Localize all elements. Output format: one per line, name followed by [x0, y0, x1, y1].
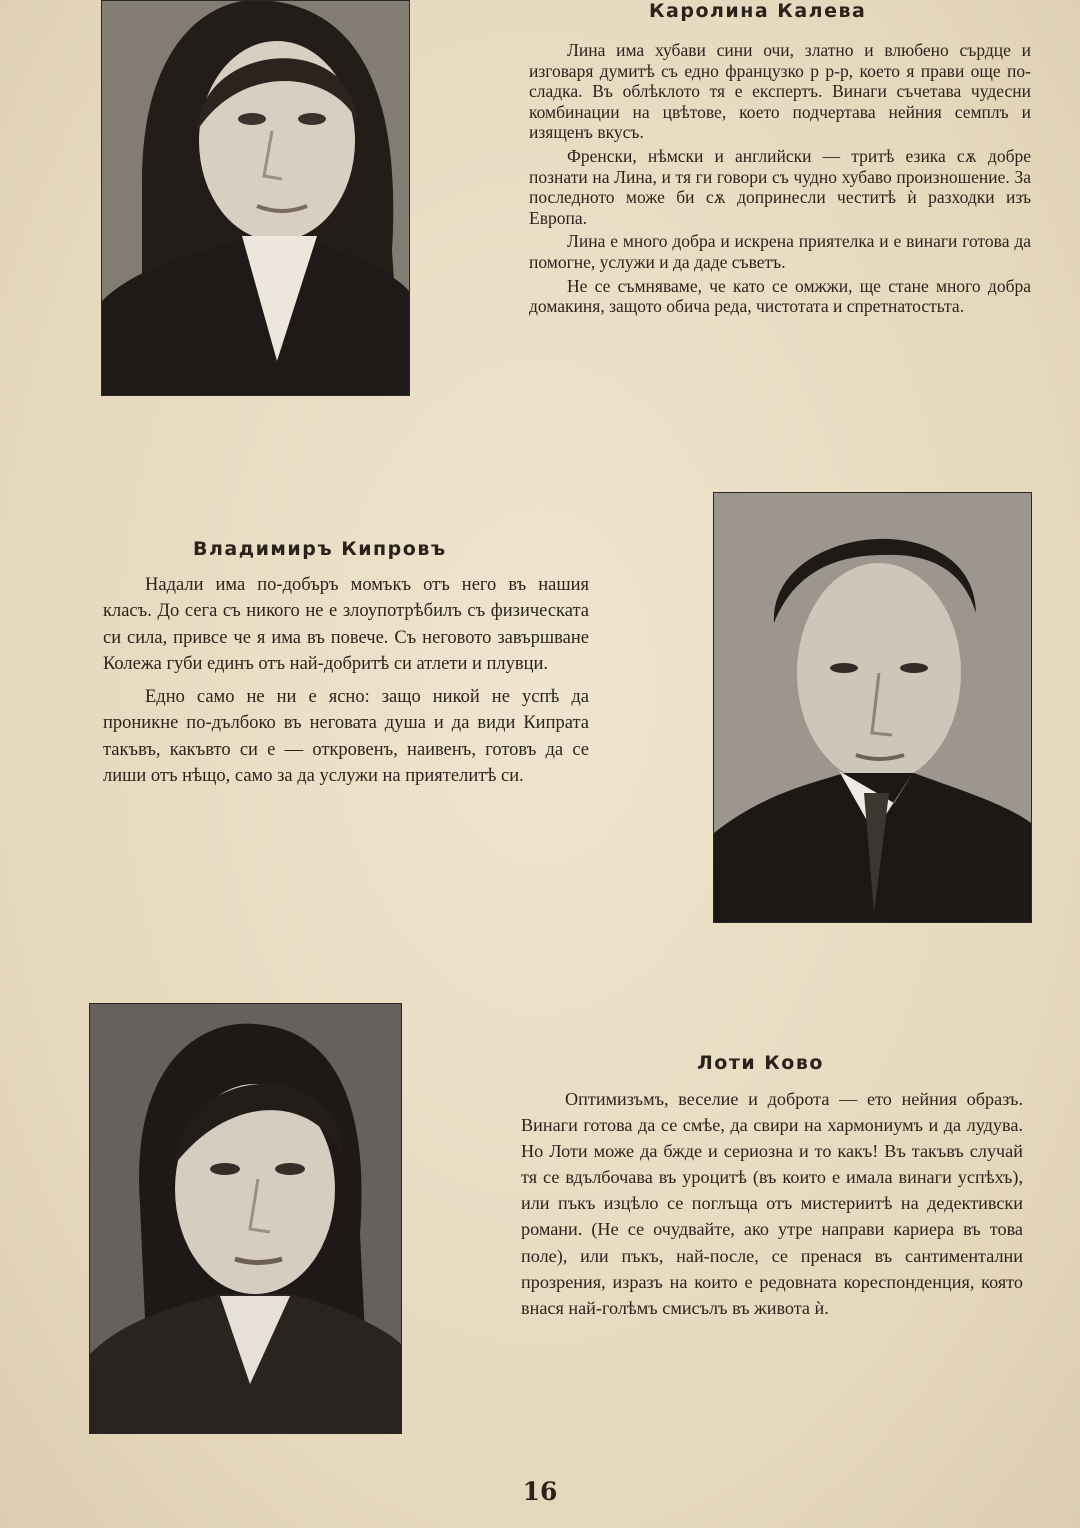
portrait-image: [714, 493, 1031, 922]
portrait-image: [90, 1004, 401, 1433]
bio-paragraph: Лина има хубави сини очи, златно и влюбено сърдце и изговаря думитѣ съ едно французко р р-р, което я прави още по-сладка. Въ облѣклото тя е експертъ. Винаги съчетава чудесни комбинации на цвѣтове, което подчертава нейния семплъ и изященъ вкусъ.: [529, 40, 1031, 143]
bio-paragraph: Надали има по-добъръ момъкъ отъ него въ нашия класъ. До сега съ никого не е злоупотрѣбилъ съ физическата си сила, привсе че я има въ повече. Съ неговото завършване Колежа губи единъ отъ най-добритѣ си атлети и плувци.: [103, 575, 589, 674]
profile-bio: [529, 40, 1031, 320]
photo-vladimir-kiprov: [713, 492, 1032, 923]
bio-paragraph: Едно само не ни е ясно: защо никой не успѣ да проникне по-дълбоко въ неговата душа и да види Кипрата такъвъ, какъвто си е — откровенъ, наивенъ, готовъ да се лиши отъ нѣщо, само за да услужи на приятелитѣ си.: [103, 687, 589, 787]
photo-karolina-kaleva: [101, 0, 410, 396]
profile-bio: [521, 1086, 1023, 1324]
page-number: 16: [522, 1477, 558, 1506]
bio-paragraph: Не се съмняваме, че като се омжжи, ще стане много добра домакиня, защото обича реда, чистотата и спретнатостьта.: [529, 275, 1031, 317]
bio-paragraph: Лина е много добра и искрена приятелка и е винаги готова да помогне, услужи и да даде съветъ.: [529, 231, 1031, 272]
profile-bio: [103, 572, 589, 796]
bio-paragraph: Френски, нѣмски и английски — тритѣ езика сѫ добре познати на Лина, и тя ги говори съ чудно хубаво произношение. За последното може би сѫ допринесли честитѣ ѝ разходки изъ Европа.: [529, 145, 1031, 228]
profile-name: Каролина Калева: [649, 0, 867, 22]
bio-paragraph: Оптимизъмъ, веселие и доброта — ето нейния образъ. Винаги готова да се смѣе, да свири на хармониумъ и да лудува. Но Лоти може да бжде и сериозна и то какъ! Въ такъвъ случай тя се вдълбочава въ уроцитѣ (въ които е имала винаги успѣхъ), или пъкъ изцѣло се поглъща отъ мистериитѣ на дедективски романи. (Не се очудвайте, ако утре направи кариера въ това поле), или пъкъ, най-после, се пренася въ сантиментални прозрения, изразъ на които е редовната кореспонденция, която внася най-голѣмъ смисълъ въ живота ѝ.: [521, 1089, 1023, 1318]
profile-name: Владимиръ Кипровъ: [193, 538, 447, 560]
photo-loti-kovo: [89, 1003, 402, 1434]
portrait-image: [102, 1, 409, 395]
profile-name: Лоти Ково: [697, 1052, 824, 1074]
